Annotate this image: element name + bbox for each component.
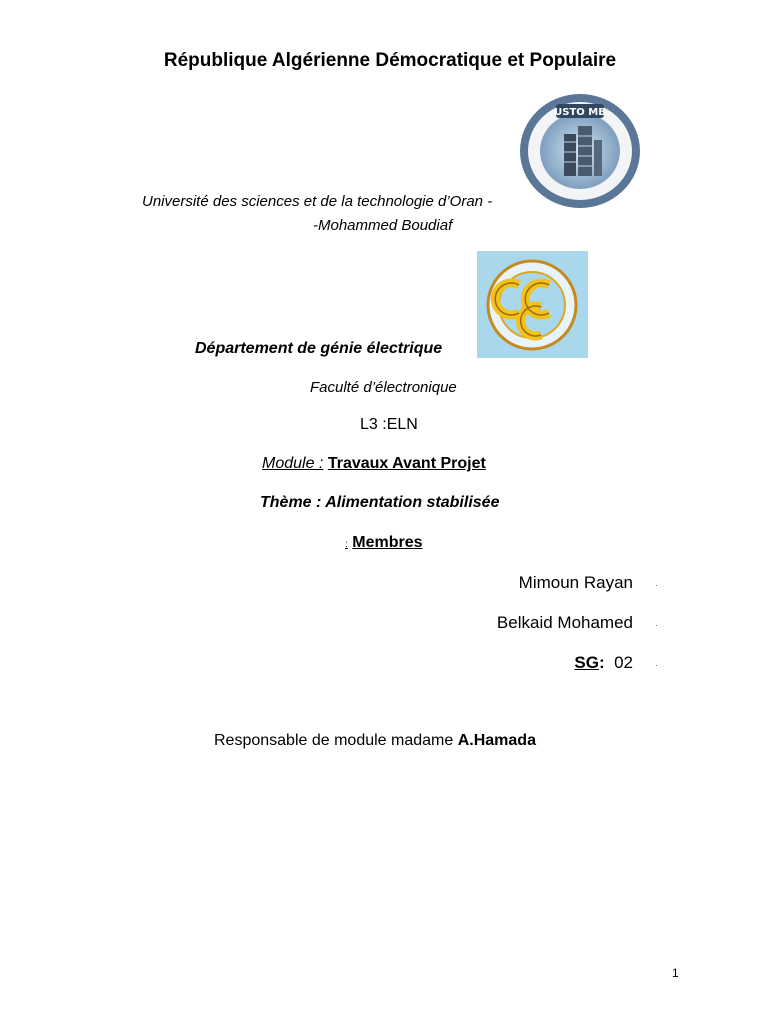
module-label: Module : [262,455,324,472]
module-line [262,455,486,473]
members-heading [345,534,422,552]
sg-value: 02 [614,653,633,672]
responsible-name: A.Hamada [457,732,536,749]
ustomb-logo-text: USTO MB [554,107,606,118]
department-name: Département de génie électrique [195,340,443,357]
ustomb-seal-logo [518,92,642,210]
module-responsible [214,732,536,750]
members-label: Membres [352,534,423,551]
theme-line: Thème : Alimentation stabilisée [260,494,500,511]
sg-line [574,653,633,673]
responsible-text: Responsable de module madame [214,732,454,749]
faculty-electrical-engineering-logo [477,251,588,358]
level-label: L3 :ELN [360,416,418,433]
member-name: Mimoun Rayan [518,573,633,592]
module-value: Travaux Avant Projet [327,455,486,472]
university-name-line-2: -Mohammed Boudiaf [313,217,453,234]
members-colon: : [345,539,348,550]
page-number: 1 [672,966,679,980]
bullet-mark: · [655,660,658,670]
sg-label: SG [574,653,599,672]
bullet-mark: · [655,580,658,590]
bullet-mark: · [655,620,658,630]
country-title: République Algérienne Démocratique et Populaire [163,50,617,71]
faculty-name: Faculté d’électronique [310,379,457,396]
sg-colon: : [598,653,605,672]
member-name: Belkaid Mohamed [496,613,633,632]
university-name-line-1: Université des sciences et de la technologie d’Oran - [142,193,493,210]
